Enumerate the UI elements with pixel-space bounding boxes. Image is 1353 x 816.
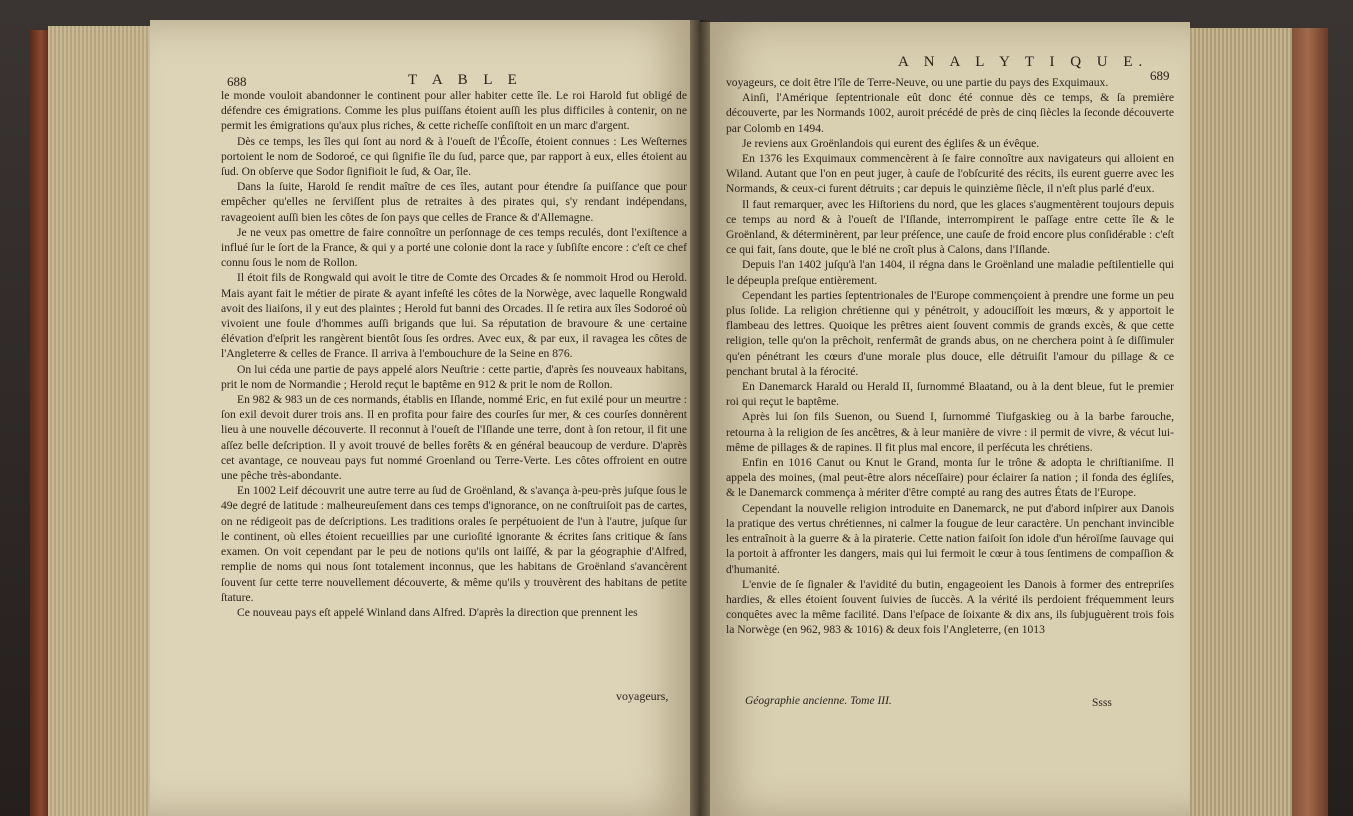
- right-book-cover-edge: [1288, 28, 1328, 816]
- right-paragraph-3: Je reviens aux Groënlandois qui eurent des égliſes & un évêque.: [742, 136, 1040, 150]
- right-page-number: 689: [1150, 68, 1170, 83]
- left-running-head: T A B L E: [408, 72, 523, 88]
- right-paragraph-8: En Danemarck Harald ou Herald II, ſurnommé Blaatand, ou à la dent bleue, fut le premier roi qui reçut le baptême.: [726, 380, 1174, 409]
- left-paragraph-2: Dès ce temps, les îles qui ſont au nord & à l'oueſt de l'Écoſſe, étoient connues : Les Weſternes portoient le nom de Sodoroé, ce qui ſignifie île du ſud, parce que, par rapport à eux, elles étoient au ſud. On obſerve que Sodor ſignifioit le ſud, & Oar, île.: [221, 134, 687, 179]
- signature-mark: Ssss: [1092, 697, 1112, 709]
- left-paragraph-5: Il étoit fils de Rongwald qui avoit le titre de Comte des Orcades & ſe nommoit Hrod ou Herold. Mais ayant fait le métier de pirate & ayant infeſté les côtes de la Norwège, avec laquelle Rongwald avoit des liaiſons, il y eut des plaintes ; Herold fut banni des Orcades. Il ſe retira aux îles Sodoroé où vivoient une foule d'hommes auſſi brigands que lui. Sa réputation de bravoure & une certaine élévation d'eſprit les rangèrent bientôt ſous ſes ordres. Avec eux, & par eux, il ravagea les côtes de l'Angleterre & celles de France. Il arriva à l'embouchure de la Seine en 876.: [221, 271, 687, 361]
- left-catchword: voyageurs,: [616, 689, 669, 703]
- footer-title: Géographie ancienne. Tome III.: [745, 695, 892, 707]
- left-paragraph-7: En 982 & 983 un de ces normands, établis en Iſlande, nommé Eric, en fut exilé pour un meurtre : ſon exil devoit durer trois ans. Il en profita pour faire des courſes ſur mer, & ces courſes donnèrent lieu à une nouvelle découverte. Il reconnut à l'oueſt de l'Iſlande une terre, dont à ſon retour, il fit une aſſez belle deſcription. Il y avoit trouvé de belles forêts & en général beaucoup de verdure. D'après cet avantage, ce nouveau pays fut nommé Groenland ou Terre-Verte. Les côtes offroient en outre une pêche très-abondante.: [221, 393, 687, 483]
- right-paragraph-1: voyageurs, ce doit être l'île de Terre-Neuve, ou une partie du pays des Exquimaux.: [726, 76, 1109, 89]
- right-paragraph-5: Il faut remarquer, avec les Hiſtoriens du nord, que les glaces s'augmentèrent toujours depuis ce temps au nord & à l'oueſt de l'Iſlande, interrompirent le paſſage entre cette île & le Groënland, & déterminèrent, par leur préſence, une cauſe de froid encore plus conſidérable : c'eſt ce qui fait, ſans doute, que le blé ne croît plus à Calons, dans l'Iſlande.: [726, 197, 1174, 257]
- right-paragraph-4: En 1376 les Exquimaux commencèrent à ſe faire connoître aux navigateurs qui alloient en Wiland. Autant que l'on en peut juger, à cauſe de l'obſcurité des récits, ils eurent guerre avec les Normands, & ceux-ci furent détruits ; car depuis le quinzième ſiècle, il n'eſt plus parlé d'eux.: [726, 152, 1174, 196]
- right-paragraph-9: Après lui ſon fils Suenon, ou Suend I, ſurnommé Tiufgaskieg ou à la barbe farouche, retourna à la religion de ſes ancêtres, & à leur manière de vivre : il permit de vivre, & vécut lui-même de pillages & de rapines. Il fit plus mal encore, il perſécuta les chrétiens.: [726, 410, 1174, 454]
- right-page-text: [726, 75, 1174, 638]
- right-paragraph-11: Cependant la nouvelle religion introduite en Danemarck, ne put d'abord inſpirer aux Danois la pratique des vertus chrétiennes, ni calmer la fougue de leur caractère. Un penchant invincible les entraînoit à la guerre & à la piraterie. Cette nation faiſoit ſon idole d'un héroïſme ſauvage qui la portoit à affronter les dangers, mais qui lui fermoit le cœur à tous ſentimens de compaſſion & d'humanité.: [726, 501, 1174, 576]
- right-paragraph-10: Enfin en 1016 Canut ou Knut le Grand, monta ſur le trône & adopta le chriſtianiſme. Il appela des moines, (mal peut-être alors néceſſaire) pour éclairer ſa nation ; il fonda des égliſes, & le Danemarck commença à mériter d'être compté au rang des autres États de l'Europe.: [726, 456, 1174, 500]
- left-paragraph-8: En 1002 Leif découvrit une autre terre au ſud de Groënland, & s'avança à-peu-près juſque ſous le 49e degré de latitude : malheureuſement dans ces temps d'ignorance, on ne conſtruiſoit pas de cartes, on ne rédigeoit pas de deſcriptions. Les traditions orales ſe perpétuoient de l'un à l'autre, juſque ſur le continent, où elles étoient recueillies par une curioſité ignorante & écrites ſans critique & ſans examen. On voit cependant par le peu de notions qu'ils ont laiſſé, & par la géographie d'Alfred, remplie de noms qui nous ſont totalement inconnus, que les habitans de Groënland s'avancèrent ſouvent ſur cette terre nouvellement découverte, & même qu'ils y trouvèrent des habitans de petite ſtature.: [221, 484, 687, 604]
- left-paragraph-6: On lui céda une partie de pays appelé alors Neuſtrie : cette partie, d'après ſes nouveaux habitans, prit le nom de Normandie ; Herold reçut le baptême en 912 & prit le nom de Rollon.: [221, 362, 687, 391]
- left-paragraph-9: Ce nouveau pays eſt appelé Winland dans Alfred. D'après la direction que prennent les: [237, 605, 638, 619]
- right-paragraph-7: Cependant les parties ſeptentrionales de l'Europe commençoient à prendre une forme un peu plus ſolide. La religion chrétienne qui y pénétroit, y adouciſſoit les mœurs, & y apportoit le flambeau des lettres. Quoique les prêtres aient ſouvent commis de grands excès, & que cette religion, telle qu'on la prêchoit, renfermât de grands abus, on ne cherchera point à ſe diſſimuler qu'en pénétrant les cœurs d'une morale plus douce, elle détruiſit l'amour du pillage & ce penchant brutal à la férocité.: [726, 288, 1174, 378]
- left-page-text: [221, 88, 687, 620]
- right-paragraph-12: L'envie de ſe ſignaler & l'avidité du butin, engageoient les Danois à former des entrepriſes hardies, & elles étoient ſouvent ſuivies de ſuccès. A la vérité ils perdoient fréquemment leurs conquêtes avec la même facilité. Dans l'eſpace de ſoixante & dix ans, ils ſubjuguèrent trois fois la Norwège (en 962, 983 & 1016) & deux fois l'Angleterre, (en 1013: [726, 577, 1174, 637]
- right-running-head: A N A L Y T I Q U E.: [898, 54, 1149, 70]
- left-paragraph-3: Dans la ſuite, Harold ſe rendit maître de ces îles, autant pour étendre ſa puiſſance que pour empêcher qu'elles ne ſerviſſent plus de retraites à des pirates qui, s'y rendant indépendans, ravageoient auſſi bien les côtes de ſon pays que celles de France & d'Allemagne.: [221, 180, 687, 224]
- right-paragraph-2: Ainſi, l'Amérique ſeptentrionale eût donc été connue dès ce temps, & ſa première découverte, par les Normands 1002, auroit précédé de près de cinq ſiècles la ſeconde découverte par Colomb en 1494.: [726, 91, 1174, 135]
- right-paragraph-6: Depuis l'an 1402 juſqu'à l'an 1404, il régna dans le Groënland une maladie peſtilentielle qui le dépeupla preſque entièrement.: [726, 258, 1174, 287]
- book-gutter: [690, 20, 710, 816]
- left-page-number: 688: [227, 74, 247, 89]
- right-page-edges: [1180, 28, 1292, 816]
- left-paragraph-4: Je ne veux pas omettre de faire connoître un perſonnage de ces temps reculés, dont l'exiſtence a influé ſur le ſort de la France, & qui y a porté une colonie dont la race y ſubſiſte encore : c'eſt ce chef connu ſous le nom de Rollon.: [221, 225, 687, 270]
- left-paragraph-1: le monde vouloit abandonner le continent pour aller habiter cette île. Le roi Harold fut obligé de défendre ces émigrations. Comme les plus puiſſans étoient auſſi les plus difficiles à contenir, on ne permit les émigrations qu'aux plus riches, & cette richeſſe conſiſtoit en un marc d'argent.: [221, 89, 687, 133]
